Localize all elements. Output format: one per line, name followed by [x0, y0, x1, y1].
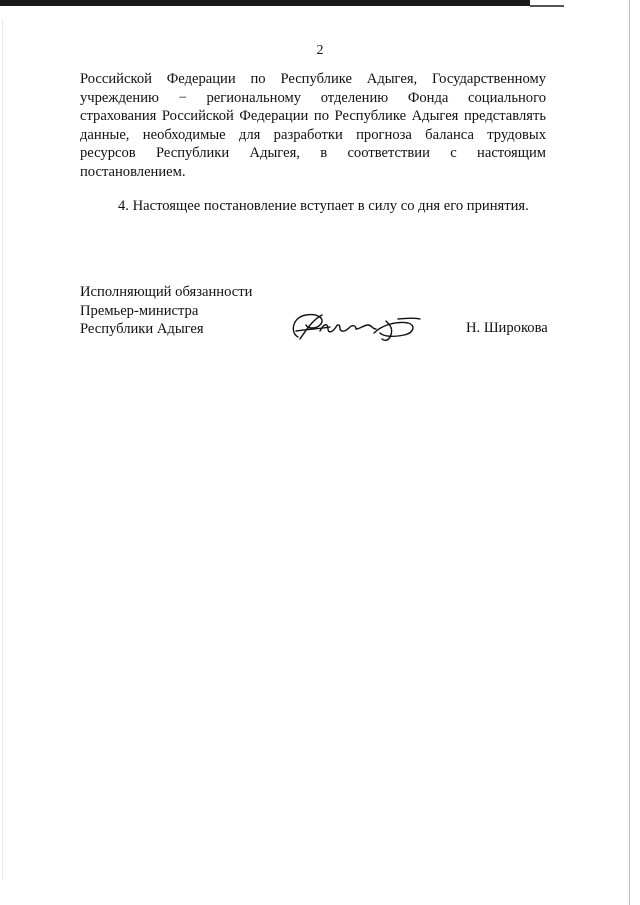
handwritten-signature-icon [286, 307, 426, 347]
scan-top-border [0, 0, 530, 6]
page-number: 2 [316, 43, 324, 58]
scan-top-border-tail [530, 5, 564, 7]
signatory-line: Республики Адыгея [80, 321, 204, 337]
paragraph-line: страхования Российской Федерации по Республике Адыгея представлять [80, 108, 546, 125]
signatory-line: Исполняющий обязанности [80, 284, 253, 300]
clause-4: 4. Настоящее постановление вступает в силу со дня его принятия. [118, 198, 529, 214]
scan-right-edge [629, 0, 630, 905]
scan-left-edge [2, 20, 3, 880]
signer-name: Н. Широкова [466, 320, 548, 336]
signatory-title [80, 283, 252, 339]
paragraph-line: учреждению − региональному отделению Фонда социального [80, 89, 546, 106]
signatory-line: Премьер-министра [80, 302, 199, 319]
paragraph-continuation [80, 70, 546, 182]
paragraph-line: ресурсов Республики Адыгея, в соответствии с настоящим [80, 145, 546, 162]
paragraph-line: постановлением. [80, 163, 186, 180]
paragraph-line: Российской Федерации по Республике Адыгея, Государственному [80, 71, 546, 87]
paragraph-line: данные, необходимые для разработки прогноза баланса трудовых [80, 126, 546, 143]
